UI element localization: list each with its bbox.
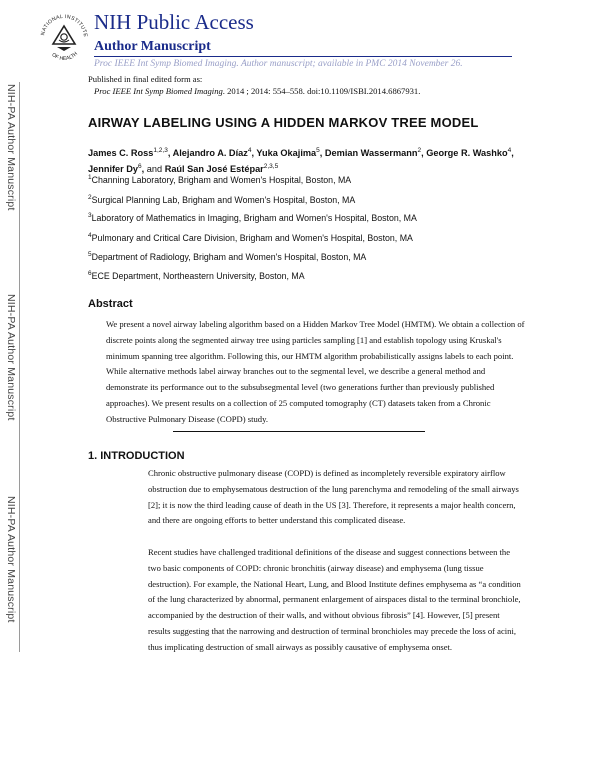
affiliation-text: Channing Laboratory, Brigham and Women's Hospital, Boston, MA [91, 175, 352, 185]
affiliation-text: Pulmonary and Critical Care Division, Brigham and Women's Hospital, Boston, MA [91, 233, 413, 243]
citation-journal: Proc IEEE Int Symp Biomed Imaging [94, 86, 223, 96]
affiliation-marker: 1 [88, 174, 92, 182]
affiliation-marker: 6 [88, 270, 92, 278]
affiliation-marker: 4 [88, 232, 92, 240]
author-name: Alejandro A. Díaz [172, 148, 248, 158]
author-affiliation-marker: 5 [316, 146, 320, 154]
affiliation-2 [88, 196, 355, 205]
author-manuscript-label: Author Manuscript [94, 39, 211, 54]
affiliation-1 [88, 176, 351, 185]
citation-details: . 2014 ; 2014: 554–558. doi:10.1109/ISBI.2014.6867931. [222, 86, 421, 96]
affiliation-3 [88, 214, 417, 223]
side-banner-label-1: NIH-PA Author Manuscript [5, 84, 17, 211]
side-banner-label-3: NIH-PA Author Manuscript [5, 496, 17, 623]
affiliation-5 [88, 253, 366, 262]
author-affiliation-marker: 1,2,3 [153, 146, 168, 154]
journal-availability-note: Proc IEEE Int Symp Biomed Imaging. Author manuscript; available in PMC 2014 November 26. [94, 59, 463, 69]
nih-seal-logo [36, 8, 92, 66]
logo-text-bottom: OF HEALTH [50, 50, 80, 63]
author-affiliation-marker: 6 [138, 162, 142, 170]
affiliation-marker: 3 [88, 212, 92, 220]
author-name: George R. Washko [426, 148, 508, 158]
affiliation-marker: 5 [88, 251, 92, 259]
author-affiliation-marker: 2 [417, 146, 422, 154]
author-affiliation-marker: 4 [247, 146, 252, 154]
author-name: James C. Ross [88, 148, 154, 158]
abstract-heading: Abstract [88, 298, 133, 310]
publication-citation [94, 87, 420, 96]
introduction-paragraph-1: Chronic obstructive pulmonary disease (COPD) is defined as incompletely reversible expiratory airflow obstruction due to emphysematous destruction of the lung parenchyma and remodeling of the small airways [2]; it is now the third leading cause of death in the US [3]. Therefore, it represents a major health concern, and there are ongoing efforts to better understand this complicated disease. [148, 468, 519, 526]
published-label: Published in final edited form as: [88, 74, 203, 84]
side-banner-rule [19, 82, 20, 652]
author-name: Demian Wassermann [324, 148, 418, 158]
affiliation-4 [88, 234, 413, 243]
introduction-heading: 1. INTRODUCTION [88, 450, 185, 462]
author-name: Raúl San José Estépar [164, 164, 264, 174]
svg-text:OF HEALTH [50, 51, 79, 62]
affiliation-text: Department of Radiology, Brigham and Women's Hospital, Boston, MA [91, 252, 367, 262]
affiliation-text: Laboratory of Mathematics in Imaging, Brigham and Women's Hospital, Boston, MA [91, 213, 417, 223]
author-affiliation-marker: 4 [507, 146, 512, 154]
author-name: Yuka Okajima [256, 148, 317, 158]
header-rule [94, 56, 512, 57]
abstract-divider [173, 431, 425, 432]
svg-text:NATIONAL INSTITUTES [36, 8, 88, 38]
introduction-paragraph-2: Recent studies have challenged traditional definitions of the disease and suggest connections between the two basic components of COPD: chronic bronchitis (airway disease) and emphysema (lung tissue destruction). For example, the National Heart, Lung, and Blood Institute defines emphysema as “a condition of the lung characterized by abnormal, permanent enlargement of airspaces distal to the terminal bronchiole, accompanied by the destruction of their walls, and without obvious fibrosis” [4]. However, [5] present results suggesting that the narrowing and destruction of terminal bronchioles may precede the loss of acini, thus implicating destruction of small airways as possibly causative of emphysema onset. [148, 547, 521, 652]
affiliation-text: ECE Department, Northeastern University, Boston, MA [91, 271, 305, 281]
logo-text-top: NATIONAL INSTITUTE [40, 13, 89, 38]
author-name: Jennifer Dy [88, 164, 139, 174]
affiliation-text: Surgical Planning Lab, Brigham and Women's Hospital, Boston, MA [91, 195, 356, 205]
side-banner-label-2: NIH-PA Author Manuscript [5, 294, 17, 421]
paper-title: AIRWAY LABELING USING A HIDDEN MARKOV TREE MODEL [88, 115, 479, 130]
affiliation-6 [88, 272, 305, 281]
author-conjunction: and [146, 164, 163, 174]
author-list: James C. Ross$^{1,2,3}$, Alejandro A. Díaz$^4$, Yuka Okajima$^5$, Demian Wassermann$^2$, George R. Washko$^4$, Jennifer Dy$^6$, and Raúl San José Estépar$^{2,3,5}$ [88, 146, 514, 174]
abstract-body: We present a novel airway labeling algorithm based on a Hidden Markov Tree Model (HMTM). We obtain a collection of discrete points along the segmented airway tree using particles sampling [1] and establish topology using Kruskal's minimum spanning tree algorithm. Following this, our HMTM algorithm probabilistically assigns labels to each point. While alternative methods label airway branches out to the segmental level, we describe a general method and demonstrate its performance out to the subsubsegmental level (two generations further than previously published approaches). We present results on a collection of 25 computed tomography (CT) datasets taken from a Chronic Obstructive Pulmonary Disease (COPD) study. [106, 319, 525, 424]
affiliation-marker: 2 [88, 194, 92, 202]
nih-public-access-title: NIH Public Access [94, 10, 254, 34]
author-affiliation-marker: 2,3,5 [263, 162, 279, 170]
